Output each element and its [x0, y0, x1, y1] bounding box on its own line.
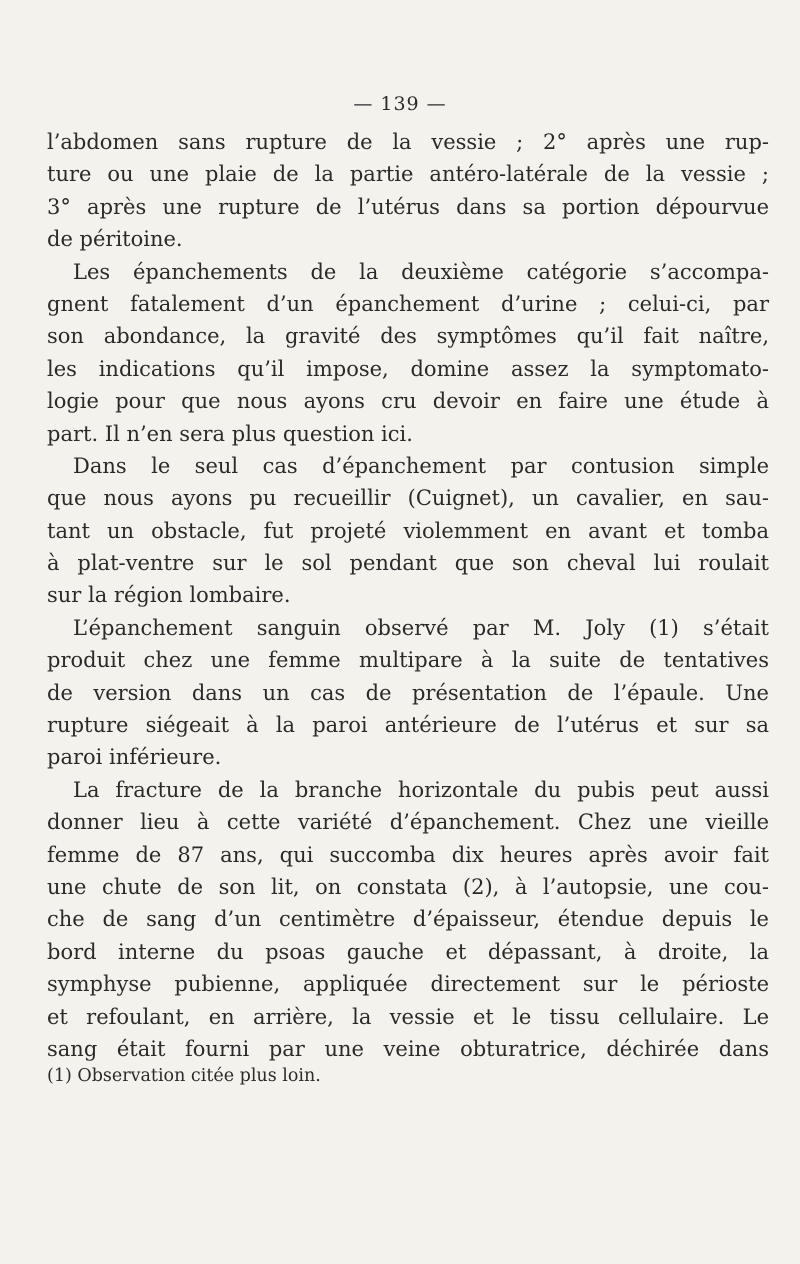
text-line: de péritoine.	[47, 227, 183, 252]
text-line: femme de 87 ans, qui succomba dix heures après avoir fait	[47, 842, 769, 867]
text-line: paroi inférieure.	[47, 745, 222, 770]
text-line: L’épanchement sanguin observé par M. Joly (1) s’était	[73, 615, 769, 640]
text-line: que nous ayons pu recueillir (Cuignet), un cavalier, en sau-	[47, 486, 769, 511]
text-line: sang était fourni par une veine obturatrice, déchirée dans	[47, 1036, 769, 1061]
text-line: ture ou une plaie de la partie antéro-latérale de la vessie ;	[47, 162, 769, 187]
text-line: produit chez une femme multipare à la suite de tentatives	[47, 648, 769, 673]
text-line: Dans le seul cas d’épanchement par contusion simple	[73, 453, 769, 478]
text-line: La fracture de la branche horizontale du pubis peut aussi	[73, 777, 769, 802]
text-line: Les épanchements de la deuxième catégorie s’accompa-	[73, 259, 769, 284]
text-line: tant un obstacle, fut projeté violemment en avant et tomba	[47, 518, 769, 543]
text-line: part. Il n’en sera plus question ici.	[47, 421, 413, 446]
text-line: de version dans un cas de présentation de l’épaule. Une	[47, 680, 769, 705]
text-line: une chute de son lit, on constata (2), à l’autopsie, une cou-	[47, 874, 769, 899]
text-line: bord interne du psoas gauche et dépassant, à droite, la	[47, 939, 769, 964]
text-line: sur la région lombaire.	[47, 583, 291, 608]
text-line: donner lieu à cette variété d’épanchement. Chez une vieille	[47, 810, 769, 835]
text-line: rupture siégeait à la paroi antérieure de l’utérus et sur sa	[47, 713, 769, 738]
text-line: symphyse pubienne, appliquée directement sur le périoste	[47, 972, 769, 997]
text-line: logie pour que nous ayons cru devoir en faire une étude à	[47, 389, 769, 414]
page-number: — 139 —	[353, 93, 447, 115]
text-line: les indications qu’il impose, domine assez la symptomato-	[47, 356, 769, 381]
text-line: son abondance, la gravité des symptômes qu’il fait naître,	[47, 324, 769, 349]
text-line: gnent fatalement d’un épanchement d’urine ; celui-ci, par	[47, 291, 769, 316]
text-line: à plat-ventre sur le sol pendant que son cheval lui roulait	[47, 551, 769, 576]
footnote: (1) Observation citée plus loin.	[47, 1066, 321, 1086]
text-line: 3° après une rupture de l’utérus dans sa portion dépourvue	[47, 194, 769, 219]
text-line: che de sang d’un centimètre d’épaisseur, étendue depuis le	[47, 907, 769, 932]
text-line: et refoulant, en arrière, la vessie et le tissu cellulaire. Le	[47, 1004, 769, 1029]
body-text	[47, 126, 769, 1065]
text-line: l’abdomen sans rupture de la vessie ; 2° après une rup-	[47, 130, 769, 154]
